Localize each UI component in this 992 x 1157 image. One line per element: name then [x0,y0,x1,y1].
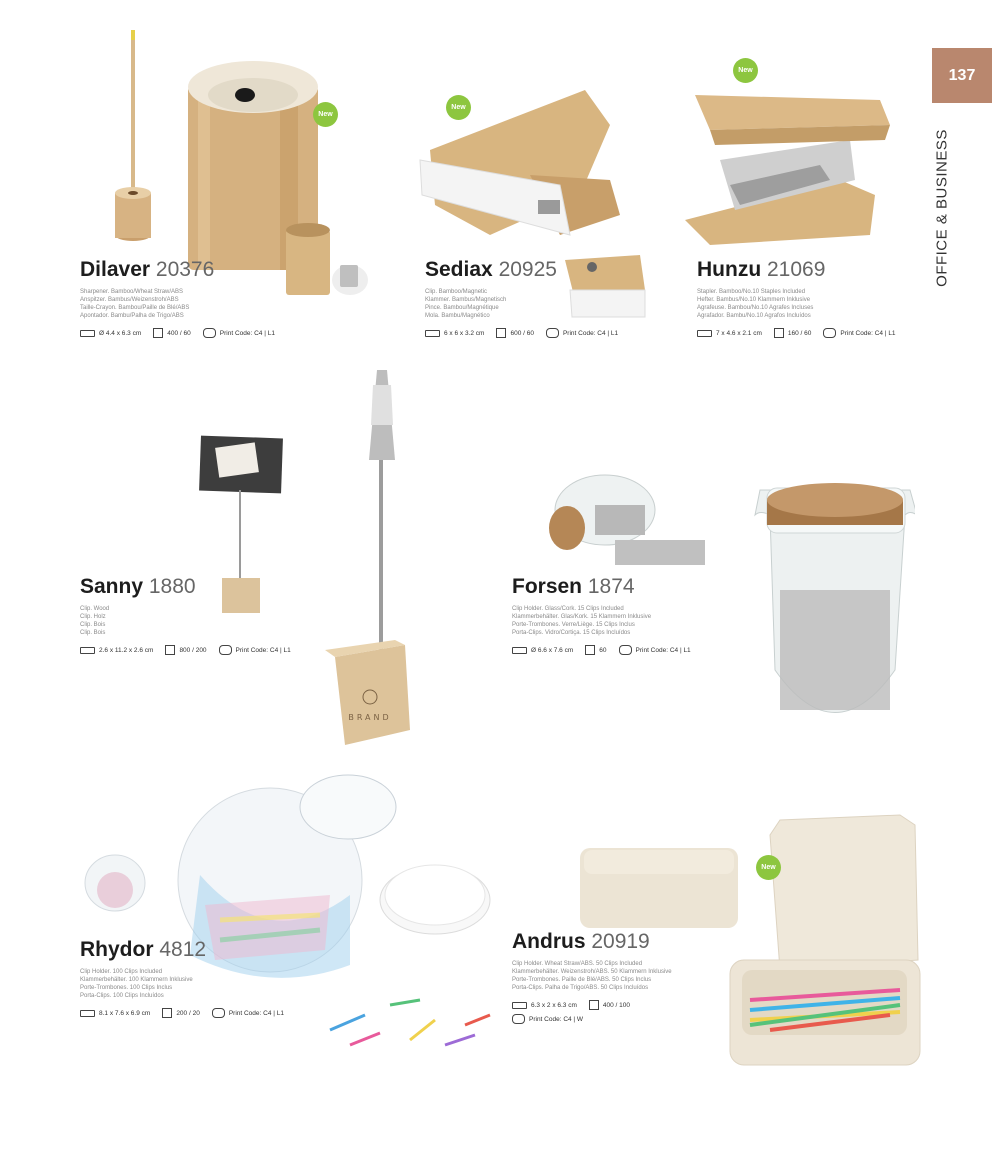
product-name: Sediax [425,258,493,281]
product-description: Clip. Wood Clip. Holz Clip. Bois Clip. Bois [80,606,110,636]
print-icon [619,645,632,655]
print-code: Print Code: C4 | L1 [235,646,291,654]
box-icon [165,645,175,655]
product-name: Forsen [512,575,583,598]
product-title [512,930,692,954]
quantity: 160 / 60 [787,329,812,337]
section-title: OFFICE & BUSINESS [933,128,951,287]
hunzu-new-badge: New [733,58,758,83]
andrus-new-badge: New [756,855,781,880]
product-specs [425,328,618,338]
product-specs [80,1008,284,1018]
product-ref: 21069 [767,258,826,281]
quantity: 200 / 20 [176,1009,200,1017]
product-ref: 20919 [591,930,650,953]
product-forsen [512,575,691,655]
dimensions: Ø 4.4 x 6.3 cm [99,329,142,337]
product-description: Clip Holder. Wheat Straw/ABS. 50 Clips Included Klammerbehälter. Weizenstroh/ABS. 50 Klammern Inklusive Porte-Trombones. Paille de Blé/ABS. 50 Clips Inclus Porta-Clips. Palha de Trigo/ABS. 50 Clips Incluídos [512,961,672,991]
print-icon [546,328,559,338]
product-rhydor [80,938,284,1018]
product-sanny [80,575,291,655]
product-ref: 4812 [159,938,207,961]
print-icon [203,328,216,338]
product-name: Hunzu [697,258,762,281]
box-icon [774,328,784,338]
product-specs [512,645,691,655]
ruler-icon [80,1010,95,1017]
dimensions: 6.3 x 2 x 6.3 cm [531,1001,577,1009]
product-title [425,258,618,282]
box-icon [585,645,595,655]
product-specs [80,328,275,338]
product-ref: 20925 [498,258,557,281]
print-icon [512,1014,525,1024]
product-name: Andrus [512,930,586,953]
quantity: 600 / 60 [510,329,534,337]
product-name: Sanny [80,575,144,598]
product-specs [697,328,896,338]
quantity: 800 / 200 [179,646,207,654]
product-ref: 20376 [155,258,215,281]
product-description: Clip. Bamboo/Magnetic Klammer. Bambus/Magnetisch Pince. Bambou/Magnétique Mola. Bambu/Magnético [425,289,507,319]
dimensions: 7 x 4.6 x 2.1 cm [716,329,762,337]
product-title [512,575,691,599]
ruler-icon [80,647,95,654]
print-icon [823,328,836,338]
product-name: Dilaver [80,258,151,281]
product-title [80,575,291,599]
box-icon [153,328,163,338]
product-description: Stapler. Bamboo/No.10 Staples Included Hefter. Bambus/No.10 Klammern Inklusive Agrafeuse. Bambou/No.10 Agrafes Incluses Agrafador. Bambu/No.10 Agrafos Incluídos [697,289,814,319]
print-code: Print Code: C4 | L1 [228,1009,284,1017]
ruler-icon [512,1002,527,1009]
print-icon [212,1008,225,1018]
ruler-icon [697,330,712,337]
product-hunzu [697,258,896,338]
product-specs [512,1000,692,1024]
rhydor-image [80,755,500,1065]
dimensions: Ø 6.6 x 7.6 cm [531,646,574,654]
dimensions: 8.1 x 7.6 x 6.9 cm [99,1009,151,1017]
dimensions: 6 x 6 x 3.2 cm [444,329,485,337]
dilaver-new-badge: New [313,102,338,127]
box-icon [496,328,506,338]
print-code: Print Code: C4 | L1 [562,329,619,337]
print-code: Print Code: C4 | L1 [635,646,691,654]
sanny-image [195,365,425,755]
sediax-new-badge: New [446,95,471,120]
product-title [80,258,275,282]
product-andrus [512,930,692,1024]
quantity: 400 / 100 [602,1001,630,1009]
page-number: 137 [932,48,992,103]
ruler-icon [80,330,95,337]
hunzu-image [680,85,895,255]
box-icon [162,1008,172,1018]
product-description: Clip Holder. 100 Clips Included Klammerbehälter. 100 Klammern Inklusive Porte-Trombones. 100 Clips Inclus Porta-Clips. 100 Clips Incluídos [80,969,193,999]
dimensions: 2.6 x 11.2 x 2.6 cm [99,646,154,654]
product-sediax [425,258,618,338]
product-description: Sharpener. Bamboo/Wheat Straw/ABS Anspitzer. Bambus/Weizenstroh/ABS Taille-Crayon. Bambou/Paille de Blé/ABS Apontador. Bambu/Palha de Trigo/ABS [80,289,190,319]
print-code: Print Code: C4 | L1 [840,329,896,337]
product-specs [80,645,291,655]
product-title [80,938,284,962]
quantity: 60 [599,646,607,654]
ruler-icon [512,647,527,654]
print-code: Print Code: C4 | L1 [219,329,275,337]
product-description: Clip Holder. Glass/Cork. 15 Clips Included Klammerbehälter. Glas/Kork. 15 Klammern Inklusive Porte-Trombones. Verre/Liège. 15 Clips Inclus Porta-Clips. Vidro/Cortiça. 15 Clips Incluídos [512,606,652,636]
product-name: Rhydor [80,938,154,961]
quantity: 400 / 60 [167,329,191,337]
brand-stamp: BRAND [348,713,392,722]
box-icon [589,1000,599,1010]
print-icon [219,645,232,655]
product-ref: 1874 [587,575,635,598]
product-title [697,258,896,282]
product-ref: 1880 [148,575,196,598]
product-dilaver [80,258,275,338]
print-code: Print Code: C4 | W [529,1015,584,1023]
ruler-icon [425,330,440,337]
